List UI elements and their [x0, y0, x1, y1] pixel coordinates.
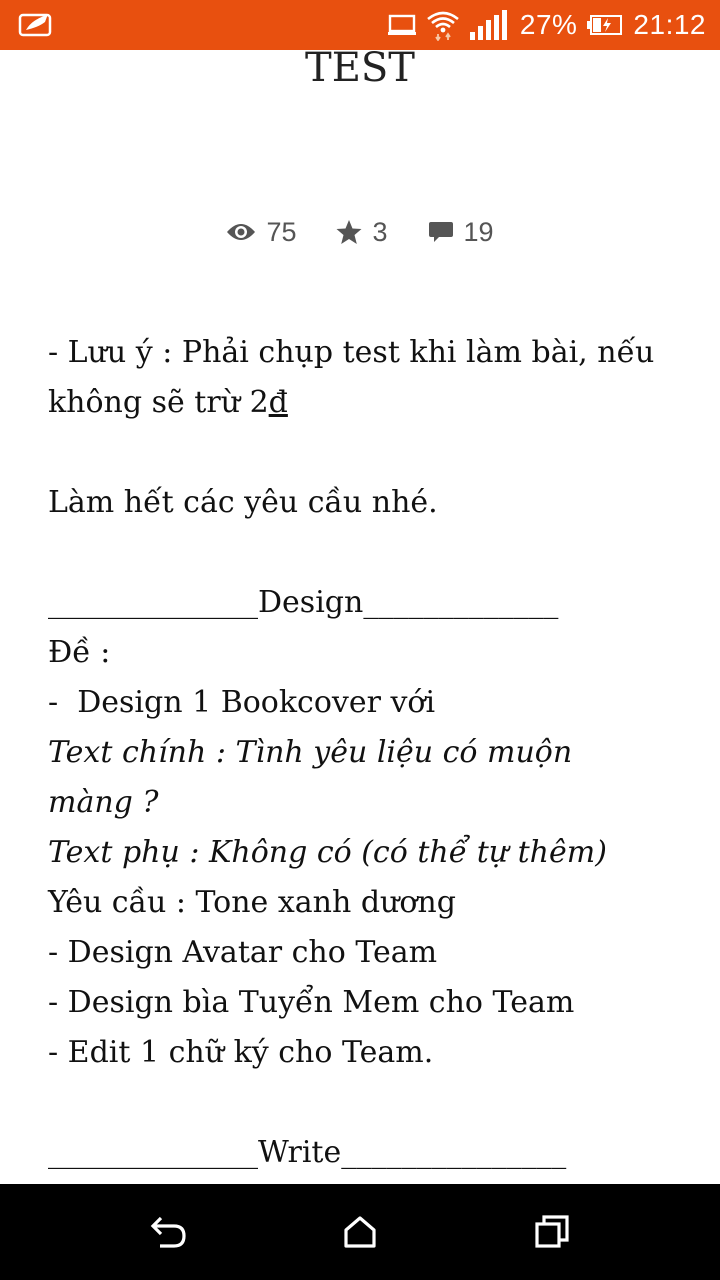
- story-stats: [0, 214, 720, 250]
- status-icons: [388, 0, 706, 50]
- home-button[interactable]: [336, 1208, 384, 1256]
- wifi-icon: [426, 9, 460, 41]
- text-fragment: không sẽ trừ 2: [48, 385, 269, 420]
- eye-icon: [226, 221, 256, 243]
- back-icon: [148, 1214, 188, 1250]
- views-stat: [226, 217, 296, 248]
- section-divider-write: ______________Write_______________: [48, 1135, 567, 1170]
- text-line: Làm hết các yêu cầu nhé.: [48, 485, 438, 520]
- comments-count: 19: [463, 216, 494, 247]
- status-bar: [0, 0, 720, 50]
- text-line: - Design 1 Bookcover với: [48, 685, 436, 720]
- comments-stat[interactable]: [428, 217, 494, 248]
- votes-stat: [336, 217, 387, 248]
- home-icon: [342, 1214, 378, 1250]
- votes-count: 3: [372, 216, 388, 247]
- app-notification-icon: [18, 10, 54, 38]
- clock: 21:12: [633, 9, 706, 40]
- text-line: - Lưu ý : Phải chụp test khi làm bài, nếu: [48, 335, 655, 370]
- star-icon: [336, 219, 362, 245]
- blank-line: [48, 528, 678, 578]
- story-content[interactable]: [0, 50, 720, 1184]
- currency-symbol: đ: [268, 385, 288, 420]
- story-body: [48, 328, 678, 1178]
- navigation-bar: [0, 1184, 720, 1280]
- battery-icon: [587, 14, 623, 36]
- text-line: Đề :: [48, 635, 111, 670]
- battery-percent: 27%: [519, 9, 578, 40]
- text-line-italic: Text phụ : Không có (có thể tự thêm): [48, 835, 607, 870]
- page-title: TEST: [305, 50, 415, 91]
- recent-apps-icon: [534, 1214, 570, 1250]
- views-count: 75: [266, 216, 297, 247]
- recent-apps-button[interactable]: [528, 1208, 576, 1256]
- back-button[interactable]: [144, 1208, 192, 1256]
- text-line-italic: màng ?: [48, 785, 159, 820]
- signal-icon: [470, 10, 510, 40]
- text-line: - Edit 1 chữ ký cho Team.: [48, 1035, 434, 1070]
- text-line: - Design bìa Tuyển Mem cho Team: [48, 985, 575, 1020]
- cast-icon: [388, 14, 416, 36]
- section-divider-design: ______________Design_____________: [48, 585, 559, 620]
- comment-icon: [428, 219, 454, 245]
- text-line-italic: Text chính : Tình yêu liệu có muộn: [48, 735, 573, 770]
- blank-line: [48, 1078, 678, 1128]
- text-line: Yêu cầu : Tone xanh dương: [48, 885, 456, 920]
- text-line: - Design Avatar cho Team: [48, 935, 438, 970]
- text-line: [48, 378, 678, 428]
- blank-line: [48, 428, 678, 478]
